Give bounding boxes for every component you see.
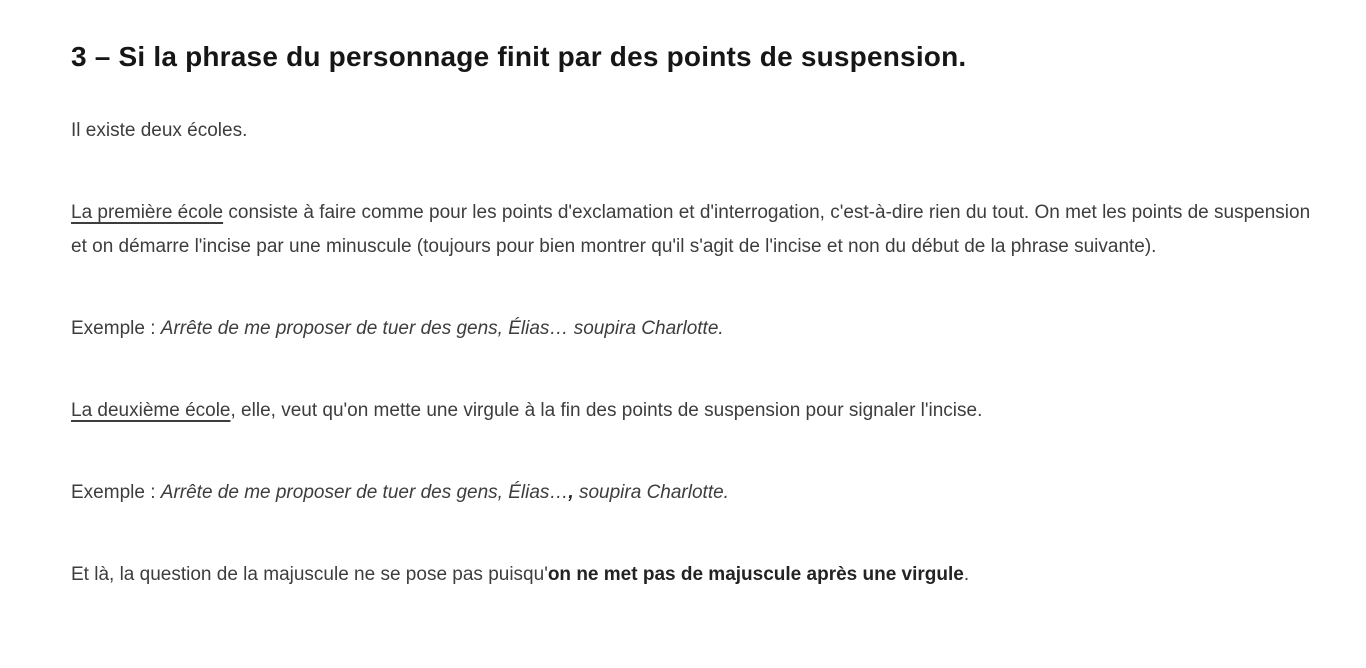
paragraph-intro (71, 114, 1327, 148)
section-heading: 3 – Si la phrase du personnage finit par des points de suspension. (71, 41, 967, 72)
text-run: consiste à faire comme pour les points d'exclamation et d'interrogation, c'est-à-dire rien du tout. On met les points de suspension et on démarre l'incise par une minuscule (toujours pour bien montrer qu'il s'agit de l'incise et non du début de la phrase suivante). (71, 202, 1311, 257)
text-run-italic: soupira Charlotte. (573, 482, 729, 503)
text-run-bold: , (568, 482, 574, 503)
paragraph-example-2 (71, 476, 1327, 510)
text-run-italic: Arrête de me proposer de tuer des gens, Élias… (160, 482, 569, 503)
text-run-underlined: La première école (71, 202, 224, 223)
text-run-italic: Arrête de me proposer de tuer des gens, Élias… soupira Charlotte. (160, 318, 724, 339)
paragraph-example-1 (71, 312, 1327, 346)
text-run: Il existe deux écoles. (71, 120, 248, 141)
text-run: Et là, la question de la majuscule ne se pose pas puisqu' (71, 564, 548, 585)
text-run: Exemple : (71, 482, 161, 503)
text-run-underlined: La deuxième école (71, 400, 231, 421)
paragraphs-container (71, 114, 1327, 592)
text-run: Exemple : (71, 318, 161, 339)
text-run-bold: on ne met pas de majuscule après une virgule (547, 564, 964, 585)
paragraph-first-school (71, 196, 1327, 264)
paragraph-second-school (71, 394, 1327, 428)
text-run: . (963, 564, 970, 585)
text-run: , elle, veut qu'on mette une virgule à la fin des points de suspension pour signaler l'incise. (230, 400, 983, 421)
paragraph-conclusion (71, 558, 1327, 592)
